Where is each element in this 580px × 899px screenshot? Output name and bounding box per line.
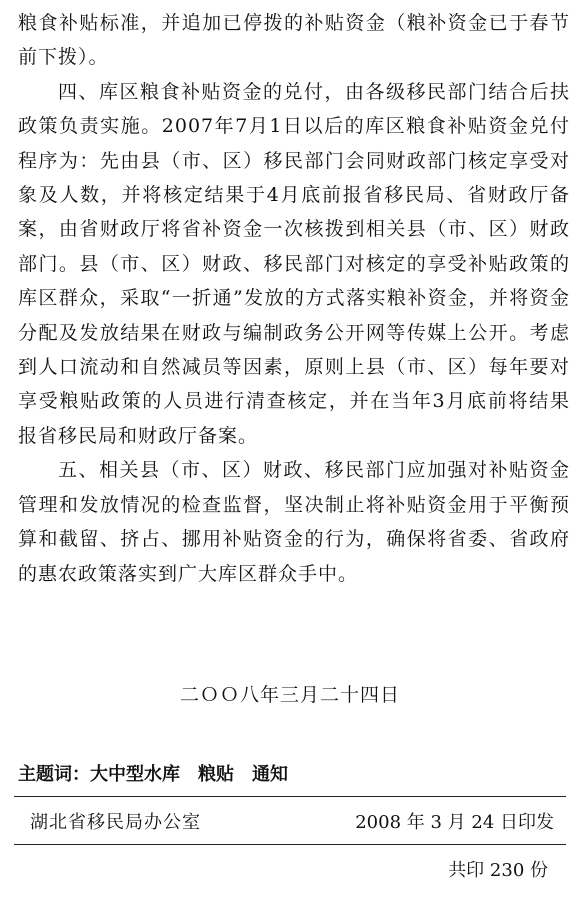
body-paragraph-continuation: 粮食补贴标准，并追加已停拨的补贴资金（粮补资金已于春节前下拨）。	[18, 12, 570, 69]
issuing-office: 湖北省移民局办公室	[30, 812, 201, 833]
keyword-item: 大中型水库	[90, 764, 180, 785]
document-body	[18, 6, 570, 591]
subject-keywords	[18, 760, 288, 786]
keyword-item: 通知	[252, 764, 288, 785]
print-date: 2008 年 3 月 24 日印发	[355, 812, 554, 833]
print-copies: 共印 230 份	[448, 860, 548, 881]
document-date: 二ＯＯ八年三月二十四日	[179, 684, 400, 706]
divider-line	[14, 796, 566, 797]
keywords-label: 主题词：	[18, 764, 90, 785]
body-paragraph-section-five: 五、相关县（市、区）财政、移民部门应加强对补贴资金管理和发放情况的检查监督，坚决制止将补贴资金用于平衡预算和截留、挤占、挪用补贴资金的行为，确保将省委、省政府的惠农政策落实到广大库区群众手中。	[18, 459, 570, 585]
body-paragraph-section-four: 四、库区粮食补贴资金的兑付，由各级移民部门结合后扶政策负责实施。2007年7月1日以后的库区粮食补贴资金兑付程序为：先由县（市、区）移民部门会同财政部门核定享受对象及人数，并将核定结果于4月底前报省移民局、省财政厅备案，由省财政厅将省补资金一次核拨到相关县（市、区）财政部门。县（市、区）财政、移民部门对核定的享受补贴政策的库区群众，采取“一折通”发放的方式落实粮补资金，并将资金分配及发放结果在财政与编制政务公开网等传媒上公开。考虑到人口流动和自然减员等因素，原则上县（市、区）每年要对享受粮贴政策的人员进行清查核定，并在当年3月底前将结果报省移民局和财政厅备案。	[18, 80, 570, 447]
divider-line	[14, 844, 566, 845]
keyword-item: 粮贴	[198, 764, 234, 785]
